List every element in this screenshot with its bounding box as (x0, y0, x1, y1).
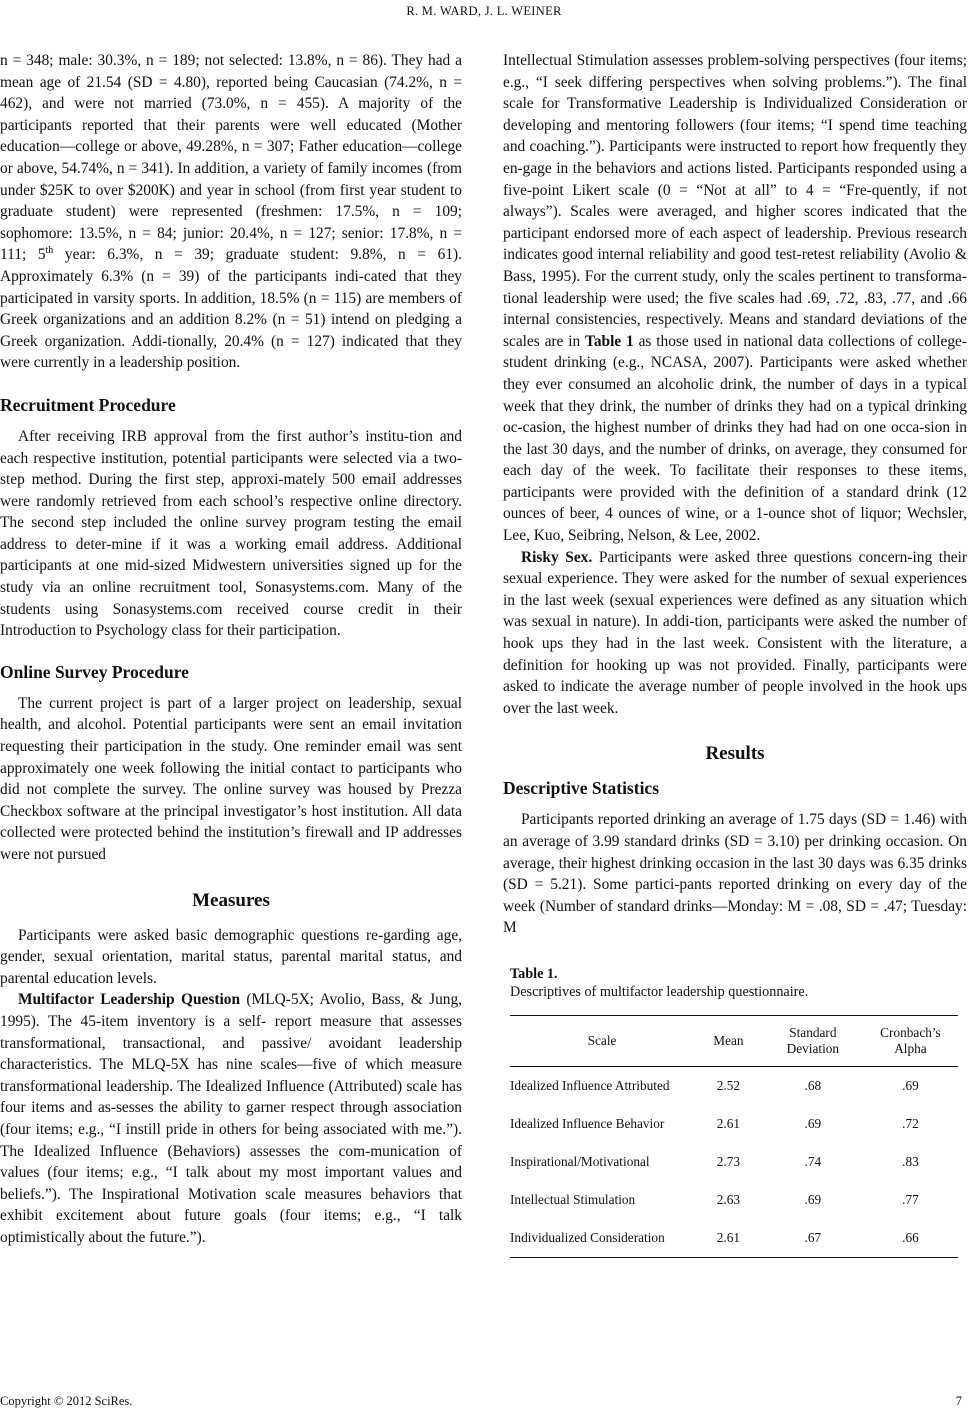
table-cell: Intellectual Stimulation (510, 1191, 636, 1207)
table-row (510, 1181, 958, 1219)
recruitment-paragraph: After receiving IRB approval from the first author’s institu-tion and each respective institution, potential participants were selected via a two-step method. During the first step, approxi-mately 500 email addresses were randomly retrieved from each school’s respective online directory. The second step included the online survey program testing the email address to deter-mine if it was a working email address. Additional participants at one mid-sized Midwestern universities signed up for the study via an online recruitment tool, Sonasystems.com. Many of the students using Sonasystems.com received course credit in their Introduction to Psychology class for their participation. (0, 427, 462, 640)
table-row (510, 1105, 958, 1143)
online-survey-paragraph: The current project is part of a larger project on leadership, sexual health, and alcohol. Potential participants were sent an email invitation requesting their participation in the study. One reminder email was sent approximately one week following the initial contact to participants who did not complete the survey. The online survey was housed by Prezza Checkbox software at the principal investigator’s host institution. All data collected were protected behind the institution’s firewall and IP addresses were not pursued (0, 694, 462, 863)
table-cell: .66 (863, 1219, 958, 1258)
measures-paragraph: Participants were asked basic demographic questions re-garding age, gender, sexual orientation, marital status, parental marital status, and parental education levels. (0, 926, 462, 987)
right-column (503, 50, 967, 1258)
left-column (0, 50, 462, 1249)
column-header: Standard Deviation (763, 1015, 863, 1066)
table-cell: 2.61 (716, 1115, 741, 1131)
risky-sex-paragraph: Risky Sex. Participants were asked three questions concern-ing their sexual experience. They were asked for the number of sexual experiences in the last week (sexual experiences were defined as any situation which was sexual in nature). In addi-tion, participants were asked the number of hook ups they had in the last week. Consistent with the literature, a definition for hooking up was not provided. Finally, participants were asked to indicate the average number of people involved in the hook ups over the last week. (503, 548, 967, 717)
running-head: R. M. WARD, J. L. WEINER (406, 4, 562, 18)
table-cell: .69 (804, 1115, 822, 1131)
table-cell: 2.52 (716, 1077, 741, 1093)
table-cell: 2.73 (716, 1153, 741, 1169)
table-cell: .74 (804, 1153, 822, 1169)
recruitment-heading: Recruitment Procedure (0, 394, 176, 415)
table-cell: .72 (902, 1115, 919, 1131)
table-cell: 2.61 (694, 1219, 763, 1258)
table-cell: .83 (902, 1153, 919, 1169)
table-cell: .77 (902, 1191, 919, 1207)
table-label: Table 1. (510, 965, 558, 982)
table-row (510, 1066, 958, 1105)
copyright-footer: Copyright © 2012 SciRes. (0, 1394, 133, 1408)
demographics-paragraph: n = 348; male: 30.3%, n = 189; not selected: 13.8%, n = 86). They had a mean age of 21.54 (SD = 4.80), reported being Caucasian (74.2%, n = 462), and were not married (73.0%, n = 455). A majority of the participants reported that their parents were well educated (Mother education—college or above, 49.28%, n = 307; Father education—college or above, 54.74%, n = 341). In addition, a variety of family incomes (from under $25K to over $200K) and year in school (from first year student to graduate student) were represented (freshmen: 17.5%, n = 109; sophomore: 13.5%, n = 84; junior: 20.4%, n = 127; senior: 17.8%, n = 111; 5th year: 6.3%, n = 39; graduate student: 9.8%, n = 61). Approximately 6.3% (n = 39) of the participants indi-cated that they participated in varsity sports. In addition, 18.5% (n = 115) are members of Greek organizations and an addition 8.2% (n = 51) intend on pledging a Greek organization. Addi-tionally, 20.4% (n = 127) indicated that they were currently in a leadership position. (0, 52, 462, 372)
descriptive-statistics-paragraph: Participants reported drinking an average of 1.75 days (SD = 1.46) with an average of 3.99 standard drinks (SD = 3.10) per drinking occasion. On average, their highest drinking occasion in the last 30 days was 6.35 drinks (SD = 5.21). Some partici-pants reported drinking on every day of the week (Number of standard drinks—Monday: M = .08, SD = .47; Tuesday: M (503, 811, 967, 937)
page-number: 7 (955, 1394, 962, 1408)
mlq-continued-paragraph: Intellectual Stimulation assesses problem-solving perspectives (four items; e.g., “I seek differing perspectives when solving problems.”). The final scale for Transformative Leadership is Individualized Consideration or developing and mentoring followers (four items; “I spend time teaching and coaching.”). Participants were instructed to report how frequently they en-gage in the behaviors and actions listed. Participants responded using a five-point Likert scale (0 = “Not at all” to 4 = “Fre-quently, if not always”). Scales were averaged, and higher scores indicated that the participant endorsed more of each aspect of leadership. Previous research indicates good internal reliability and good test-retest reliability (Avolio & Bass, 1995). For the current study, only the scales pertinent to transforma-tional leadership were used; the five scales had .69, .72, .83, .77, and .66 internal consistencies, respectively. Means and standard deviations of the scales are in Table 1 as those used in national data collections of college-student drinking (e.g., NCASA, 2007). Participants were asked whether they ever consumed an alcoholic drink, the number of days in a typical week that they drink, the number of drinks they had on a typical drinking oc-casion, the highest number of drinks they had had on one occa-sion in the last 30 days, and the number of drinks, on average, they consumed for each day of the week. To facilitate their responses to these items, participants were provided with the definition of a standard drink (12 ounces of beer, 4 ounces of wine, or a 1-ounce shot of liquor; Wechsler, Lee, Kuo, Seibring, Nelson, & Lee, 2002. (503, 52, 967, 545)
table-cell: .67 (763, 1219, 863, 1258)
table-1 (510, 965, 967, 1258)
table-cell: Idealized Influence Behavior (510, 1115, 665, 1131)
table-caption: Descriptives of multifactor leadership questionnaire. (510, 983, 809, 1000)
table-row (510, 1219, 958, 1258)
table-cell: Inspirational/Motivational (510, 1153, 650, 1169)
table-cell: Individualized Consideration (510, 1219, 694, 1258)
online-survey-heading: Online Survey Procedure (0, 661, 189, 682)
column-header: Mean (694, 1015, 763, 1066)
descriptive-statistics-heading: Descriptive Statistics (503, 778, 660, 799)
table-cell: .69 (902, 1077, 919, 1093)
column-header: Cronbach’s Alpha (863, 1015, 958, 1066)
table-cell: .69 (804, 1191, 822, 1207)
measures-heading: Measures (192, 889, 270, 911)
table-cell: 2.63 (716, 1191, 741, 1207)
table-cell: .68 (804, 1077, 822, 1093)
table-cell: Idealized Influence Attributed (510, 1077, 670, 1093)
table-row (510, 1143, 958, 1181)
results-heading: Results (705, 743, 765, 765)
descriptives-table (510, 1015, 958, 1258)
table-header-row (510, 1015, 958, 1066)
column-header: Scale (510, 1015, 694, 1066)
mlq-paragraph: Multifactor Leadership Question (MLQ-5X; Avolio, Bass, & Jung, 1995). The 45-item inventory is a self- report measure that assesses transformational, transactional, and passive/ avoidant leadership characteristics. The MLQ-5X has nine scales—five of which measure transformational leadership. The Idealized Influence (Attributed) scale has four items and as-sesses the ability to garner respect through association (four items; e.g., “I instill pride in others for being associated with me.”). The Idealized Influence (Behaviors) assesses the com-munication of values (four items; e.g., “I talk about my most important values and beliefs.”). The Inspirational Motivation scale measures behaviors that exhibit excitement about future goals (four items; e.g., “I talk optimistically about the future.”). (0, 991, 463, 1246)
